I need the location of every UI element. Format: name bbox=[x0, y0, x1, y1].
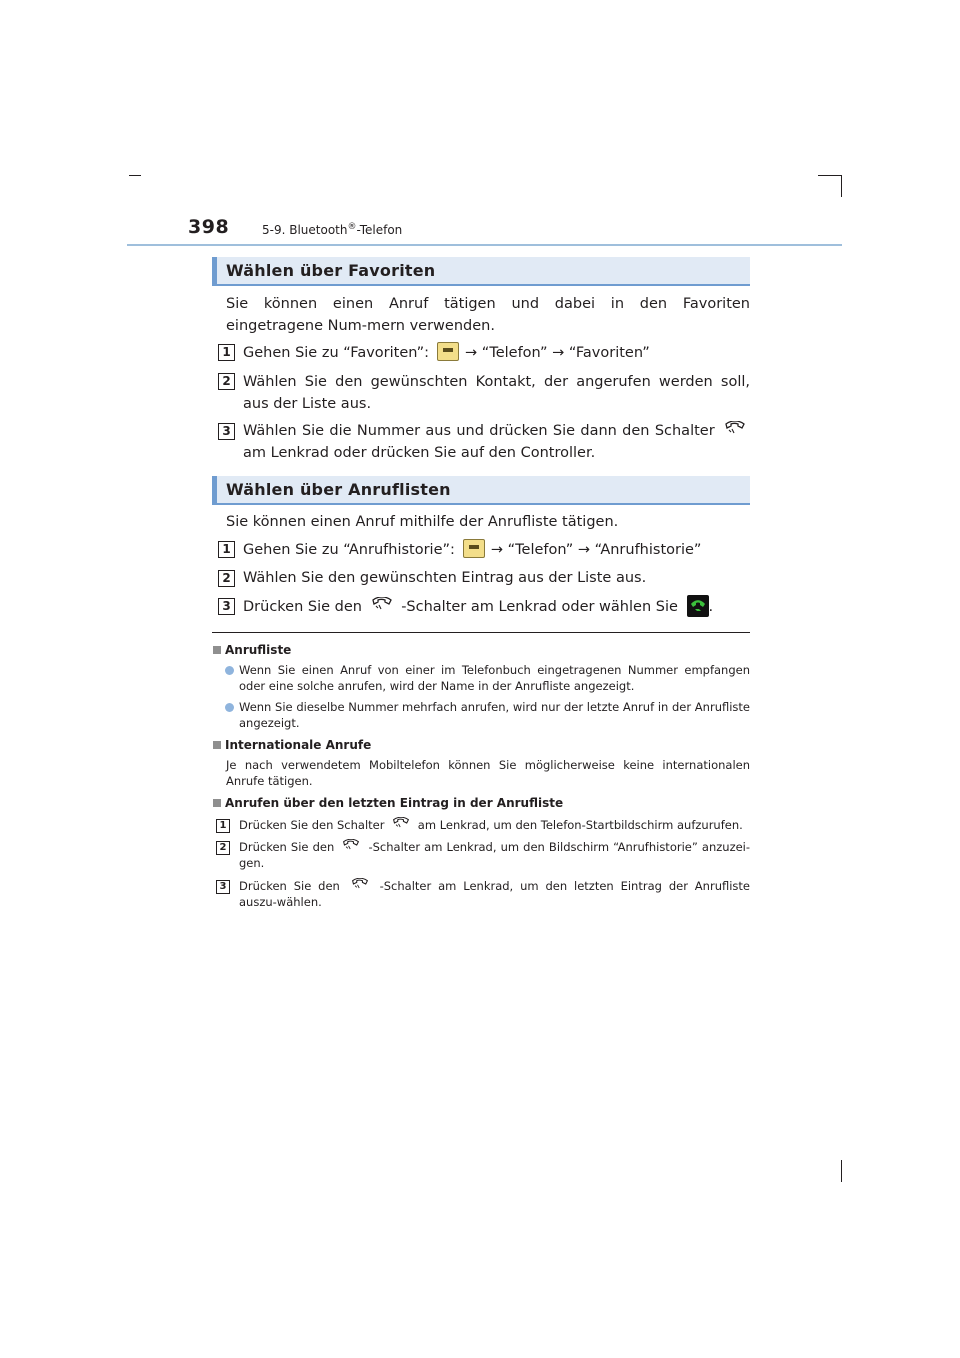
phone-switch-icon bbox=[724, 421, 746, 435]
step-number: 1 bbox=[218, 344, 235, 361]
step-text: Drücken Sie den bbox=[243, 599, 362, 615]
notes-divider bbox=[212, 632, 750, 633]
phone-switch-icon bbox=[392, 817, 410, 829]
registered-mark: ® bbox=[347, 222, 357, 232]
intro-anruflisten: Sie können einen Anruf mithilfe der Anrufliste tätigen. bbox=[226, 514, 619, 530]
step-text: am Lenkrad, um den Telefon-Startbildschirm aufzurufen. bbox=[417, 818, 743, 832]
section-prefix: 5-9. Bluetooth bbox=[262, 223, 348, 237]
step-text: -Schalter am Lenkrad, um den Bildschirm “Anrufhistorie” anzuzei-gen. bbox=[239, 840, 751, 870]
note-heading-letzter-eintrag bbox=[213, 795, 563, 811]
step-text: Wählen Sie die Nummer aus und drücken Sie dann den Schalter bbox=[243, 423, 715, 439]
note-bullet-text: Wenn Sie einen Anruf von einer im Telefonbuch eingetragenen Nummer empfangen oder eine solche anrufen, wird der Name in der Anrufliste angezeigt. bbox=[239, 663, 750, 693]
step-anruflisten-1 bbox=[243, 539, 750, 561]
phone-switch-icon bbox=[342, 839, 360, 851]
step-number: 2 bbox=[216, 841, 230, 855]
note-title: Internationale Anrufe bbox=[225, 738, 372, 752]
step-favoriten-1 bbox=[243, 342, 750, 364]
section-suffix: -Telefon bbox=[356, 223, 403, 237]
phone-switch-icon bbox=[351, 878, 369, 890]
step-text: -Schalter am Lenkrad oder wählen Sie bbox=[401, 599, 678, 615]
step-number: 2 bbox=[218, 373, 235, 390]
square-bullet-icon bbox=[213, 741, 221, 749]
page-number: 398 bbox=[188, 216, 230, 238]
step-text: Drücken Sie den bbox=[239, 879, 340, 893]
header-rule bbox=[127, 244, 842, 246]
heading-favoriten: Wählen über Favoriten bbox=[212, 257, 750, 286]
step-favoriten-3 bbox=[243, 420, 750, 464]
step-anruflisten-3 bbox=[243, 595, 750, 618]
crop-mark bbox=[818, 175, 842, 176]
phone-switch-icon bbox=[371, 597, 393, 611]
menu-button-icon bbox=[463, 539, 485, 558]
note-title: Anrufen über den letzten Eintrag in der Anrufliste bbox=[225, 796, 564, 810]
step-number: 1 bbox=[216, 819, 230, 833]
step-text: → “Telefon” → “Favoriten” bbox=[465, 345, 650, 361]
round-bullet-icon bbox=[225, 666, 234, 675]
intro-favoriten: Sie können einen Anruf tätigen und dabei in den Favoriten eingetragene Num-mern verwenden. bbox=[226, 296, 750, 334]
round-bullet-icon bbox=[225, 703, 234, 712]
step-text: → “Telefon” → “Anrufhistorie” bbox=[490, 542, 702, 558]
step-text: Drücken Sie den bbox=[239, 840, 335, 854]
step-number: 1 bbox=[218, 541, 235, 558]
heading-anruflisten: Wählen über Anruflisten bbox=[212, 476, 750, 505]
section-label bbox=[262, 222, 402, 237]
step-text: . bbox=[708, 599, 714, 615]
note-heading-international bbox=[213, 737, 371, 753]
step-text: Gehen Sie zu “Favoriten”: bbox=[243, 345, 430, 361]
step-text: Drücken Sie den Schalter bbox=[239, 818, 385, 832]
step-anruflisten-2: Wählen Sie den gewünschten Eintrag aus der Liste aus. bbox=[243, 570, 647, 586]
square-bullet-icon bbox=[213, 646, 221, 654]
note-step-1 bbox=[239, 817, 750, 833]
menu-button-icon bbox=[437, 342, 459, 361]
step-number: 2 bbox=[218, 570, 235, 587]
step-number: 3 bbox=[218, 423, 235, 440]
square-bullet-icon bbox=[213, 799, 221, 807]
crop-mark bbox=[841, 175, 842, 197]
note-step-2 bbox=[239, 839, 750, 871]
note-bullet-text: Wenn Sie dieselbe Nummer mehrfach anrufen, wird nur der letzte Anruf in der Anrufliste angezeigt. bbox=[239, 700, 750, 730]
step-text: -Schalter am Lenkrad, um den letzten Eintrag der Anrufliste auszu-wählen. bbox=[239, 879, 750, 909]
crop-mark bbox=[129, 175, 141, 176]
note-international-text: Je nach verwendetem Mobiltelefon können Sie möglicherweise keine internationalen Anrufe tätigen. bbox=[226, 758, 750, 788]
note-heading-anrufliste bbox=[213, 642, 291, 658]
step-favoriten-2: Wählen Sie den gewünschten Kontakt, der angerufen werden soll, aus der Liste aus. bbox=[243, 374, 750, 412]
step-text: Gehen Sie zu “Anrufhistorie”: bbox=[243, 542, 455, 558]
step-text: am Lenkrad oder drücken Sie auf den Controller. bbox=[243, 445, 596, 461]
step-number: 3 bbox=[218, 598, 235, 615]
note-step-3 bbox=[239, 878, 750, 910]
step-number: 3 bbox=[216, 880, 230, 894]
green-call-button-icon bbox=[687, 595, 709, 617]
note-title: Anrufliste bbox=[225, 643, 292, 657]
crop-mark bbox=[841, 1160, 842, 1182]
